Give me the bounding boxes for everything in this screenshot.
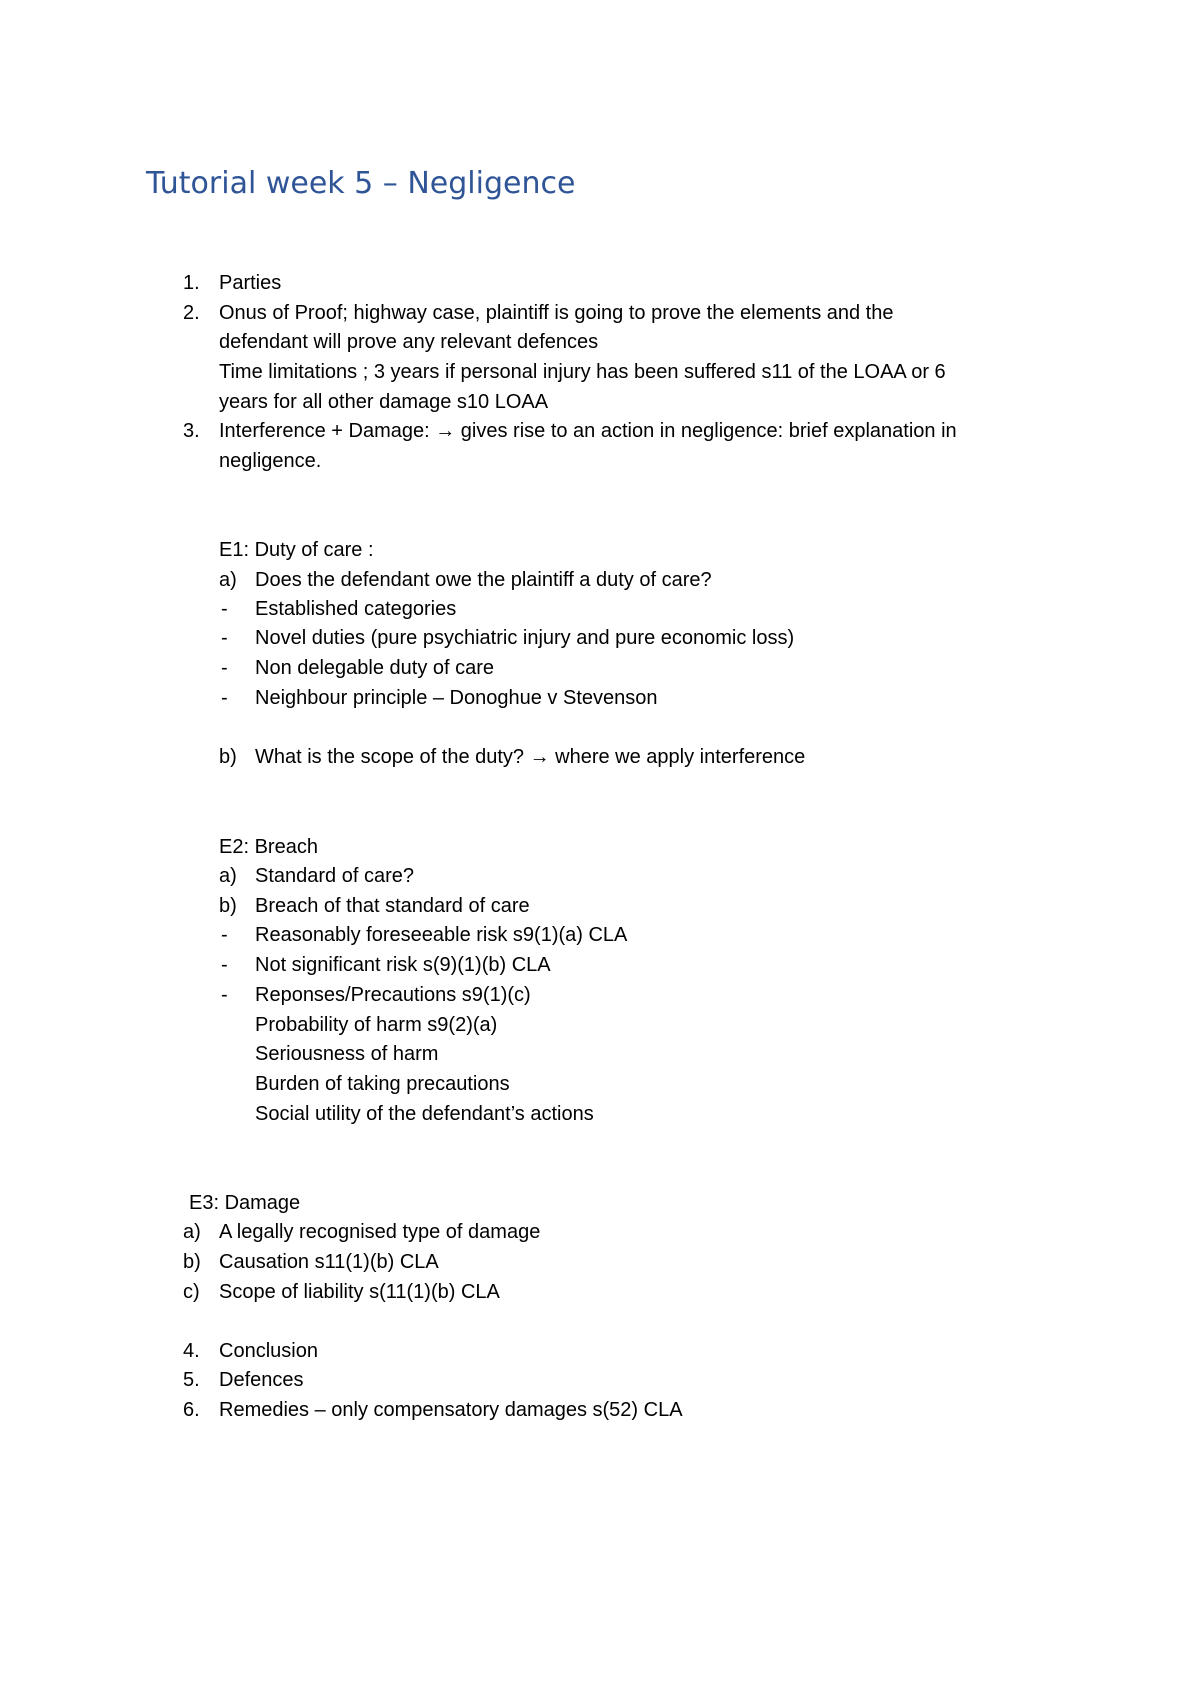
sub-detail-text: Burden of taking precautions [255, 1073, 510, 1095]
list-item-text: defendant will prove any relevant defences [219, 331, 599, 353]
sub-detail-text: Social utility of the defendant’s actions [255, 1103, 594, 1125]
dash-bullet: - [221, 687, 228, 709]
list-marker: 5. [183, 1369, 200, 1391]
bullet-text: Novel duties (pure psychiatric injury and pure economic loss) [255, 627, 795, 649]
section-heading-e2: E2: Breach [219, 836, 318, 858]
sub-marker: b) [219, 746, 237, 768]
page-title: Tutorial week 5 – Negligence [146, 166, 576, 201]
section-heading-e1: E1: Duty of care : [219, 539, 374, 561]
list-item-text: Onus of Proof; highway case, plaintiff is going to prove the elements and the [219, 302, 894, 324]
sub-item-text: Scope of liability s(11(1)(b) CLA [219, 1281, 500, 1303]
list-item-text: Conclusion [219, 1340, 318, 1362]
list-marker: 3. [183, 420, 200, 442]
list-item-text: years for all other damage s10 LOAA [219, 391, 549, 413]
sub-item-text: Breach of that standard of care [255, 895, 530, 917]
sub-marker: a) [183, 1221, 201, 1243]
bullet-text: Established categories [255, 598, 457, 620]
sub-item-text: Does the defendant owe the plaintiff a duty of care? [255, 569, 712, 591]
list-item-text: Interference + Damage: → gives rise to an action in negligence: brief explanation in [219, 420, 957, 442]
sub-detail-text: Seriousness of harm [255, 1043, 439, 1065]
sub-item-text: Standard of care? [255, 865, 414, 887]
list-item-text: Remedies – only compensatory damages s(52) CLA [219, 1399, 683, 1421]
sub-marker: a) [219, 865, 237, 887]
section-heading-e3: E3: Damage [189, 1192, 301, 1214]
dash-bullet: - [221, 984, 228, 1006]
sub-detail-text: Probability of harm s9(2)(a) [255, 1014, 498, 1036]
sub-marker: b) [183, 1251, 201, 1273]
dash-bullet: - [221, 657, 228, 679]
list-item-text: Defences [219, 1369, 304, 1391]
dash-bullet: - [221, 954, 228, 976]
bullet-text: Neighbour principle – Donoghue v Stevenson [255, 687, 658, 709]
sub-item-text: What is the scope of the duty? → where we apply interference [255, 746, 806, 768]
list-marker: 1. [183, 272, 200, 294]
sub-marker: a) [219, 569, 237, 591]
dash-bullet: - [221, 924, 228, 946]
bullet-text: Not significant risk s(9)(1)(b) CLA [255, 954, 551, 976]
bullet-text: Non delegable duty of care [255, 657, 495, 679]
list-marker: 2. [183, 302, 200, 324]
list-marker: 4. [183, 1340, 200, 1362]
sub-item-text: A legally recognised type of damage [219, 1221, 541, 1243]
list-marker: 6. [183, 1399, 200, 1421]
dash-bullet: - [221, 627, 228, 649]
sub-marker: c) [183, 1281, 200, 1303]
list-item-text: Time limitations ; 3 years if personal injury has been suffered s11 of the LOAA or 6 [219, 361, 946, 383]
bullet-text: Reponses/Precautions s9(1)(c) [255, 984, 531, 1006]
list-item-text: negligence. [219, 450, 322, 472]
sub-item-text: Causation s11(1)(b) CLA [219, 1251, 439, 1273]
bullet-text: Reasonably foreseeable risk s9(1)(a) CLA [255, 924, 628, 946]
dash-bullet: - [221, 598, 228, 620]
sub-marker: b) [219, 895, 237, 917]
list-item-text: Parties [219, 272, 282, 294]
